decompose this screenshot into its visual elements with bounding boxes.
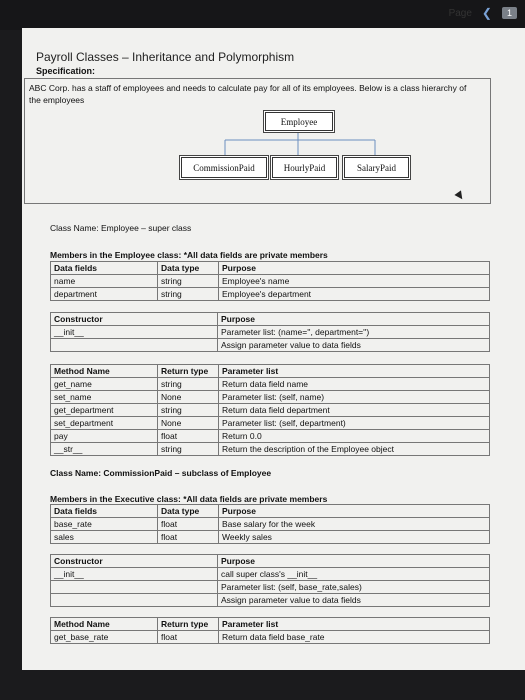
hierarchy-node-salarypaid: SalaryPaid	[344, 157, 409, 178]
employee-methods-table	[50, 364, 490, 456]
page-number-badge: 1	[502, 7, 517, 19]
commission-members-title: Members in the Executive class: *All data fields are private members	[50, 494, 328, 504]
table-header-row: Data fields Data type Purpose	[51, 262, 490, 275]
hierarchy-node-employee: Employee	[265, 112, 333, 131]
table-header-row: Method Name Return type Parameter list	[51, 618, 490, 631]
hierarchy-node-commissionpaid: CommissionPaid	[181, 157, 267, 178]
table-header-row: Constructor Purpose	[51, 313, 490, 326]
commission-constructor-table	[50, 554, 490, 607]
employee-fields-table	[50, 261, 490, 301]
document-title: Payroll Classes – Inheritance and Polymorphism	[36, 50, 295, 64]
table-row: get_base_rate float Return data field base_rate	[51, 631, 490, 644]
bottom-dark-area	[0, 670, 525, 700]
table-header-row: Method Name Return type Parameter list	[51, 365, 490, 378]
table-row: Assign parameter value to data fields	[51, 339, 490, 352]
table-row: get_department string Return data field department	[51, 404, 490, 417]
employee-members-title: Members in the Employee class: *All data fields are private members	[50, 250, 328, 260]
table-header-row: Data fields Data type Purpose	[51, 505, 490, 518]
table-row: pay float Return 0.0	[51, 430, 490, 443]
commission-methods-table	[50, 617, 490, 644]
chevron-left-icon[interactable]: ❮	[481, 6, 492, 20]
table-row: __init__ call super class's __init__	[51, 568, 490, 581]
table-row: get_name string Return data field name	[51, 378, 490, 391]
table-row: set_name None Parameter list: (self, name)	[51, 391, 490, 404]
commission-fields-table	[50, 504, 490, 544]
table-row: Assign parameter value to data fields	[51, 594, 490, 607]
employee-class-name: Class Name: Employee – super class	[50, 223, 192, 233]
table-row: __str__ string Return the description of the Employee object	[51, 443, 490, 456]
employee-constructor-table	[50, 312, 490, 352]
table-header-row: Constructor Purpose	[51, 555, 490, 568]
table-row: base_rate float Base salary for the week	[51, 518, 490, 531]
table-row: set_department None Parameter list: (self, department)	[51, 417, 490, 430]
hierarchy-node-hourlypaid: HourlyPaid	[272, 157, 337, 178]
page-label: Page	[448, 7, 472, 19]
spec-text: ABC Corp. has a staff of employees and needs to calculate pay for all of its employees. Below is a class hierarchy of the employees	[29, 83, 467, 105]
table-row: Parameter list: (self, base_rate,sales)	[51, 581, 490, 594]
table-row: sales float Weekly sales	[51, 531, 490, 544]
table-row: name string Employee's name	[51, 275, 490, 288]
table-row: department string Employee's department	[51, 288, 490, 301]
spec-label: Specification:	[36, 66, 96, 76]
commission-class-name: Class Name: CommissionPaid – subclass of Employee	[50, 468, 272, 478]
table-row: __init__ Parameter list: (name='', department='')	[51, 326, 490, 339]
